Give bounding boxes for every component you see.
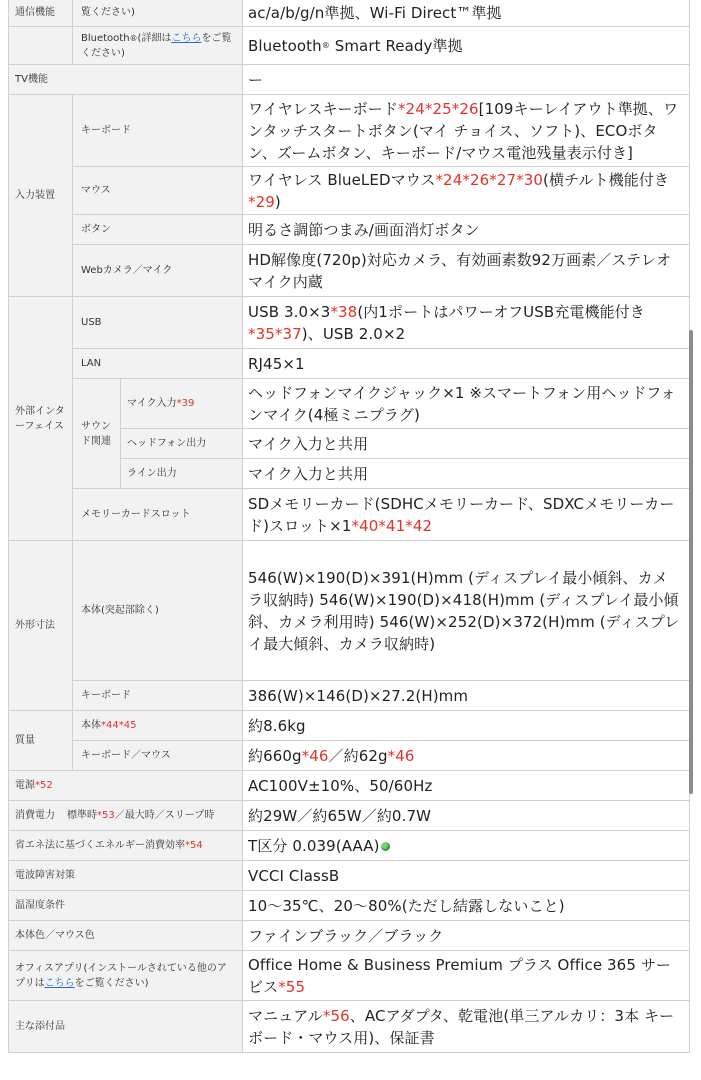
body-mass-label: 本体*44*45 <box>73 711 243 741</box>
power-value: AC100V±10%、50/60Hz <box>243 771 690 801</box>
usb-value: USB 3.0×3*38(内1ポートはパワーオフUSB充電機能付き*35*37)、USB 2.0×2 <box>243 297 690 349</box>
spec-table <box>8 0 690 1053</box>
efficiency-value: T区分 0.039(AAA) <box>243 831 690 861</box>
lan-value: RJ45×1 <box>243 349 690 379</box>
row-label-input: 入力装置 <box>9 95 73 297</box>
mouse-value: ワイヤレス BlueLEDマウス*24*26*27*30(横チルト機能付き*29) <box>243 167 690 215</box>
usb-label: USB <box>73 297 243 349</box>
row-label-tv: TV機能 <box>9 65 243 95</box>
row-label-consumption: 消費電力 標準時*53／最大時／スリープ時 <box>9 801 243 831</box>
tv-value: ー <box>243 65 690 95</box>
bluetooth-label: Bluetooth®(詳細はこちらをご覧ください) <box>73 27 243 65</box>
emc-value: VCCI ClassB <box>243 861 690 891</box>
mic-input-value: ヘッドフォンマイクジャック×1 ※スマートフォン用ヘッドフォンマイク(4極ミニプラグ) <box>243 379 690 429</box>
body-mass-value: 約8.6kg <box>243 711 690 741</box>
env-value: 10〜35℃、20〜80%(ただし結露しないこと) <box>243 891 690 921</box>
memory-card-label: メモリーカードスロット <box>73 489 243 541</box>
comm-wifi-value: ac/a/b/g/n準拠、Wi-Fi Direct™準拠 <box>243 0 690 27</box>
headphone-label: ヘッドフォン出力 <box>121 429 243 459</box>
row-label-comm: 通信機能 <box>9 0 73 27</box>
row-label-color: 本体色／マウス色 <box>9 921 243 951</box>
webcam-label: Webカメラ／マイク <box>73 245 243 297</box>
line-out-value: マイク入力と共用 <box>243 459 690 489</box>
bluetooth-detail-link[interactable]: こちら <box>171 32 202 44</box>
button-label: ボタン <box>73 215 243 245</box>
mic-input-label: マイク入力*39 <box>121 379 243 429</box>
keyboard-dims-label: キーボード <box>73 681 243 711</box>
consumption-value: 約29W／約65W／約0.7W <box>243 801 690 831</box>
row-label-comm-blank <box>9 27 73 65</box>
button-value: 明るさ調節つまみ/画面消灯ボタン <box>243 215 690 245</box>
memory-card-value: SDメモリーカード(SDHCメモリーカード、SDXCメモリーカード)スロット×1*40*41*42 <box>243 489 690 541</box>
lan-label: LAN <box>73 349 243 379</box>
row-label-efficiency: 省エネ法に基づくエネルギー消費効率*54 <box>9 831 243 861</box>
kb-mouse-mass-label: キーボード／マウス <box>73 741 243 771</box>
row-label-dims: 外形寸法 <box>9 541 73 711</box>
vertical-scrollbar[interactable] <box>689 330 693 794</box>
row-label-emc: 電波障害対策 <box>9 861 243 891</box>
office-value: Office Home & Business Premium プラス Office 365 サービス*55 <box>243 951 690 1001</box>
footnote: *24*25*26 <box>397 99 479 118</box>
kb-mouse-mass-value: 約660g*46／約62g*46 <box>243 741 690 771</box>
line-out-label: ライン出力 <box>121 459 243 489</box>
row-label-ext: 外部インターフェイス <box>9 297 73 541</box>
webcam-value: HD解像度(720p)対応カメラ、有効画素数92万画素／ステレオマイク内蔵 <box>243 245 690 297</box>
eco-leaf-icon <box>381 842 390 851</box>
row-label-env: 温湿度条件 <box>9 891 243 921</box>
row-label-power: 電源*52 <box>9 771 243 801</box>
keyboard-value: ワイヤレスキーボード*24*25*26[109キーレイアウト準拠、ワンタッチスタートボタン(マイ チョイス、ソフト)、ECOボタン、ズームボタン、キーボード/マウス電池残量表示付き] <box>243 95 690 167</box>
body-dims-label: 本体(突起部除く) <box>73 541 243 681</box>
body-dims-value: 546(W)×190(D)×391(H)mm (ディスプレイ最小傾斜、カメラ収納時) 546(W)×190(D)×418(H)mm (ディスプレイ最小傾斜、カメラ利用時) 546(W)×252(D)×372(H)mm (ディスプレイ最大傾斜、カメラ収納時) <box>243 541 690 681</box>
keyboard-dims-value: 386(W)×146(D)×27.2(H)mm <box>243 681 690 711</box>
bluetooth-value: Bluetooth® Smart Ready準拠 <box>243 27 690 65</box>
row-label-mass: 質量 <box>9 711 73 771</box>
keyboard-label: キーボード <box>73 95 243 167</box>
color-value: ファインブラック／ブラック <box>243 921 690 951</box>
accessories-value: マニュアル*56、ACアダプタ、乾電池(単三アルカリ：3本 キーボード・マウス用)、保証書 <box>243 1001 690 1053</box>
row-label-accessories: 主な添付品 <box>9 1001 243 1053</box>
headphone-value: マイク入力と共用 <box>243 429 690 459</box>
office-apps-link[interactable]: こちら <box>44 977 75 989</box>
mouse-label: マウス <box>73 167 243 215</box>
comm-sub-label: 覧ください) <box>73 0 243 27</box>
sound-label: サウンド関連 <box>73 379 121 489</box>
row-label-office: オフィスアプリ(インストールされている他のアプリはこちらをご覧ください) <box>9 951 243 1001</box>
